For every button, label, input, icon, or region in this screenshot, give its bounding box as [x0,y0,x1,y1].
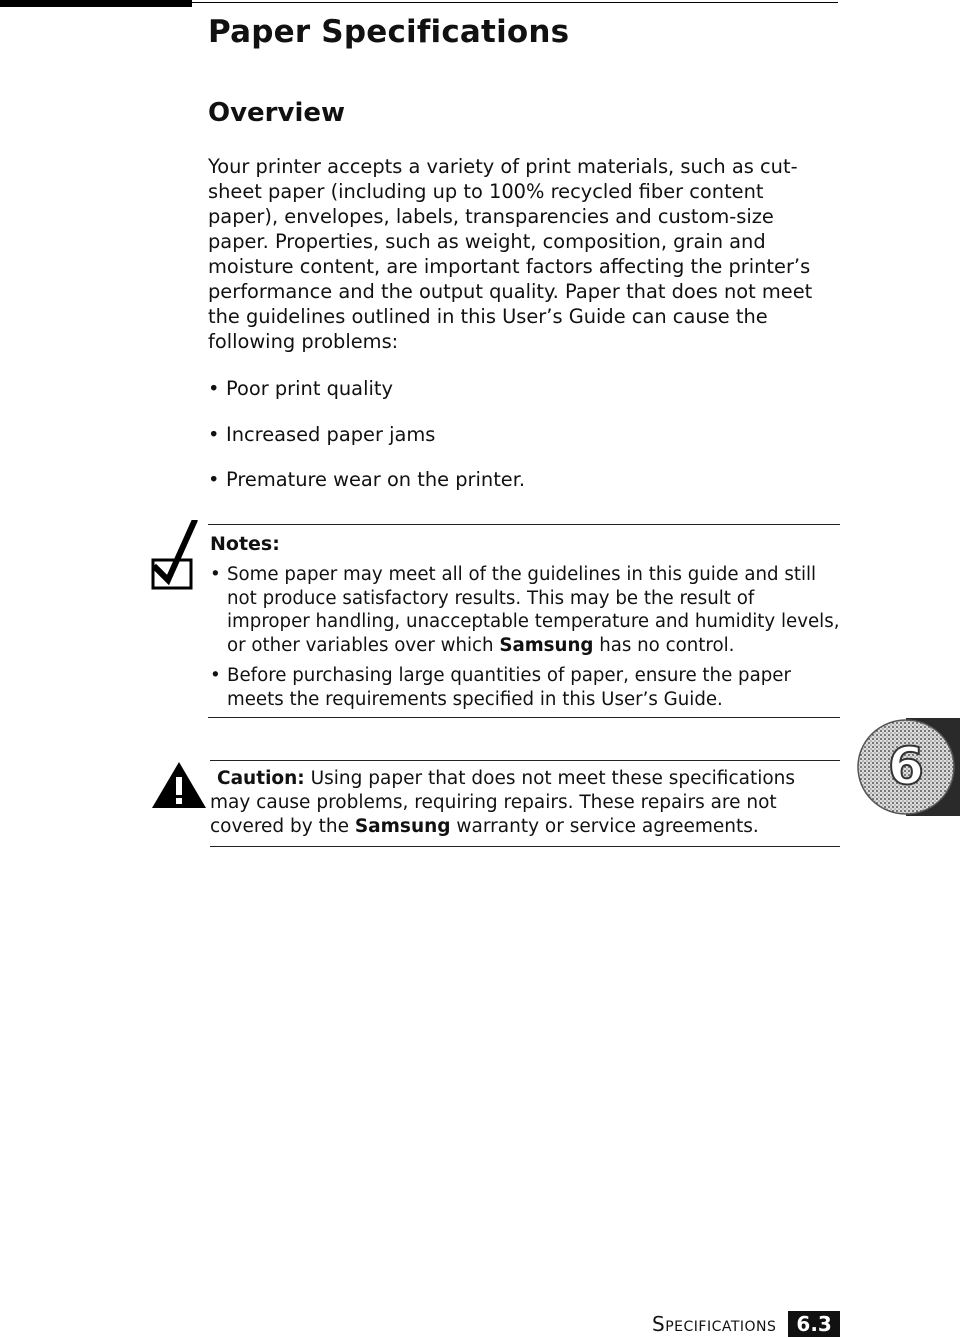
note-text-end: has no control. [593,634,735,656]
chapter-number: 6 [887,737,925,797]
notes-title: Notes: [210,533,280,555]
bullet: • [208,468,220,491]
chapter-6-tab-icon [856,718,960,816]
caution-body: Using paper that does not meet these specifications may cause problems, requiring repairs. These repairs are not covered by the [210,768,796,837]
overview-intro: Your printer accepts a variety of print materials, such as cut-sheet paper (including up to 100% recycled fiber content paper), envelopes, labels, transparencies and custom-size paper. Properties, such as weight, composition, grain and moisture content, are important factors affecting the printer’s performance and the output quality. Paper that does not meet the guidelines outlined in this User’s Guide can cause the following problems: [208,155,813,353]
list-item [208,422,525,447]
caution-body-end: warranty or service agreements. [450,816,759,837]
list-item-text: Poor print quality [226,377,393,400]
note-item [210,563,840,657]
bullet: • [208,377,220,400]
footer-page-number: 6.3 [788,1311,839,1337]
checkmark-note-icon [148,520,200,592]
footer-section: Specifications [652,1312,777,1336]
caution-bottom-rule [210,846,840,847]
note-text: Before purchasing large quantities of paper, ensure the paper meets the requirements specified in this User’s Guide. [227,665,791,710]
warning-triangle-icon [150,760,208,810]
list-item-text: Increased paper jams [226,422,436,446]
page-title: Paper Specifications [208,14,570,50]
section-title: Overview [208,98,346,128]
bullet: • [210,564,221,585]
notes-bottom-rule [208,717,840,718]
brand-name: Samsung [499,634,594,656]
bullet: • [208,422,220,446]
note-item [210,664,840,711]
brand-name: Samsung [354,816,451,837]
caution-text [210,767,830,839]
list-item-text: Premature wear on the printer. [226,468,526,491]
note-text: Some paper may meet all of the guidelines in this guide and still not produce satisfactory results. This may be the result of improper handling, unacceptable temperature and humidity levels, or other variables over which [227,564,840,656]
list-item [208,467,525,492]
caution-label: Caution: [217,768,305,789]
bullet: • [210,665,221,686]
list-item [208,376,525,401]
notes-list [210,563,840,718]
page-footer [652,1310,840,1338]
top-rule [192,2,838,3]
top-bar [0,0,192,7]
notes-top-rule [208,524,840,525]
problem-list [208,376,525,513]
caution-top-rule [210,760,840,761]
